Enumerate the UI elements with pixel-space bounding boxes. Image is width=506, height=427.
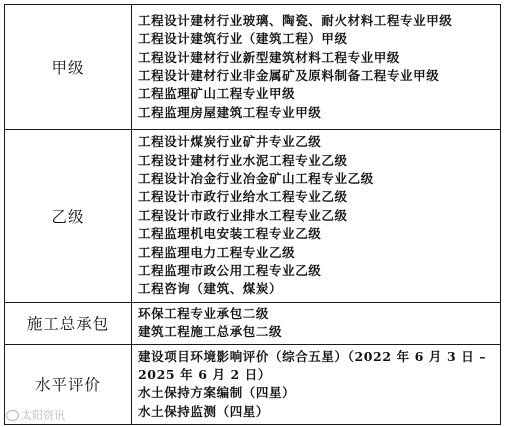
items-cell [132,303,501,345]
qualification-item: 建筑工程施工总承包二级 [138,324,283,340]
table-row-general-contracting [5,303,501,345]
qualification-item: 工程监理电力工程专业乙级 [138,244,296,260]
table-row-grade-b [5,130,501,303]
qualification-item: 工程监理市政公用工程专业乙级 [138,263,322,279]
qualification-item: 环保工程专业承包二级 [138,306,270,321]
table-row-level-evaluation [5,344,501,424]
qualification-item: 工程设计建材行业新型建筑材料工程专业甲级 [138,49,401,65]
qualification-item: 工程设计建筑行业（建筑工程）甲级 [138,31,348,47]
qualification-item: 工程设计建材行业水泥工程专业乙级 [138,152,348,168]
items-cell [132,344,501,424]
qualification-item: 工程咨询（建筑、煤炭） [138,281,283,297]
category-cell: 甲级 [5,5,132,130]
qualification-item: 工程监理机电安装工程专业乙级 [138,226,322,242]
weibo-icon [6,410,19,421]
qualification-item: 建设项目环境影响评价（综合五星）（2022 年 6 月 3 日 –2025 年 6 月 2 日） [138,348,487,382]
items-cell [132,130,501,303]
qualification-table [4,4,501,425]
watermark-text: 太阳资讯 [21,409,65,422]
items-cell [132,5,501,130]
table-row-grade-a [5,5,501,130]
qualification-item: 水土保持方案编制（四星） [138,385,296,401]
qualification-item: 工程设计建材行业非金属矿及原料制备工程专业甲级 [138,68,440,83]
category-cell: 水平评价 [5,344,132,424]
category-cell: 乙级 [5,130,132,303]
category-cell: 施工总承包 [5,303,132,345]
qualification-item: 工程设计建材行业玻璃、陶瓷、耐火材料工程专业甲级 [138,12,453,28]
qualification-item: 工程监理房屋建筑工程专业甲级 [138,104,322,120]
qualification-item: 工程设计煤炭行业矿井专业乙级 [138,134,322,150]
qualification-item: 工程监理矿山工程专业甲级 [138,86,296,102]
qualification-item: 工程设计冶金行业冶金矿山工程专业乙级 [138,170,374,186]
watermark [6,407,65,423]
qualification-item: 工程设计市政行业排水工程专业乙级 [138,207,348,223]
qualification-item: 工程设计市政行业给水工程专业乙级 [138,189,348,205]
qualification-item: 水土保持监测（四星） [138,403,270,419]
